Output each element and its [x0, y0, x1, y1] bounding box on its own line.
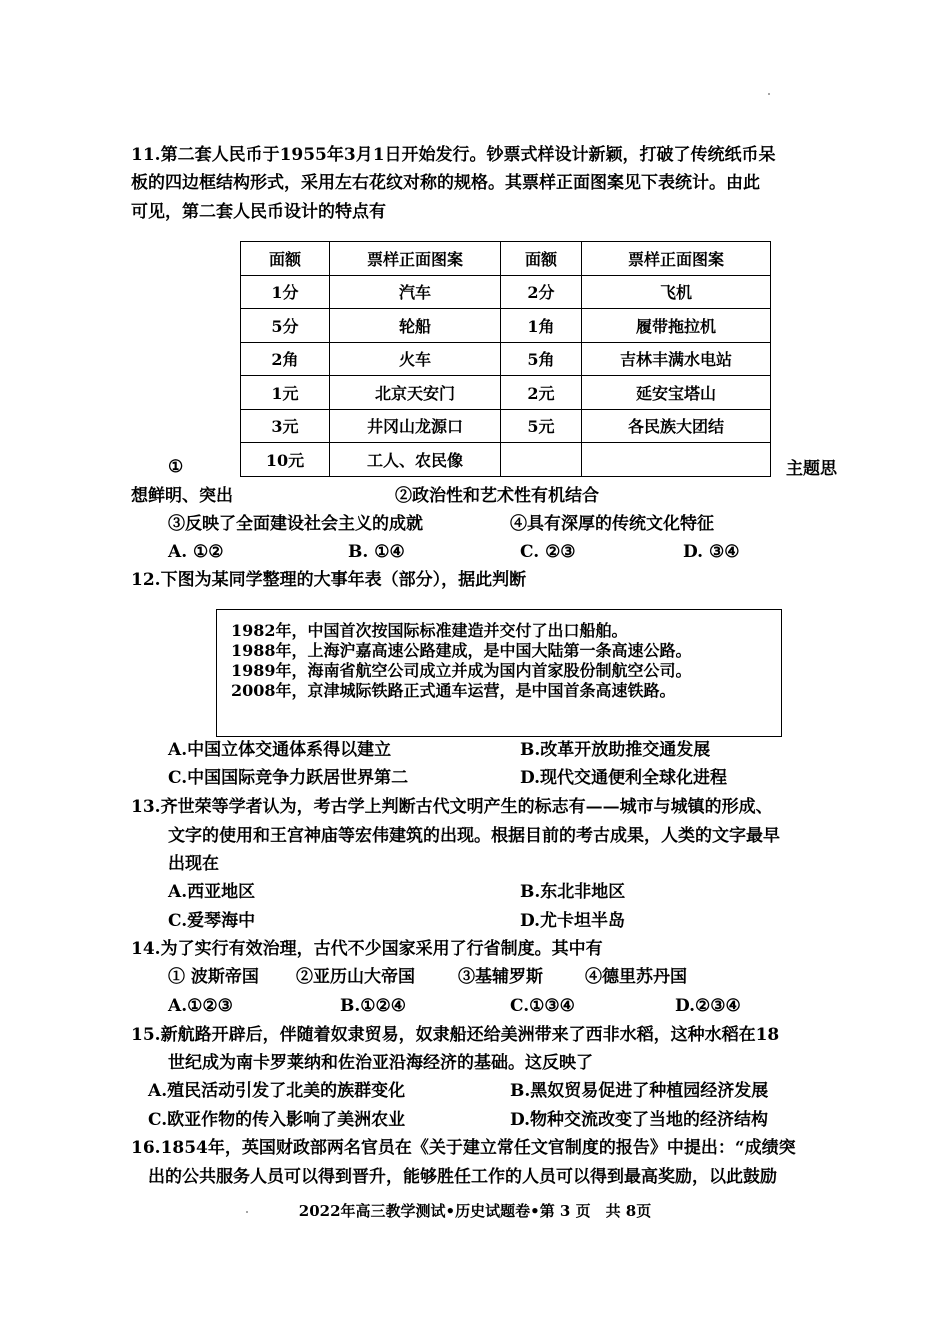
table-row: [241, 376, 771, 410]
q11-option-1-cont: 想鲜明、突出: [131, 486, 233, 506]
q12-choice-c[interactable]: C.中国国际竞争力跃居世界第二: [168, 768, 409, 788]
q14-item-1: ① 波斯帝国: [168, 967, 259, 987]
q15-choice-a[interactable]: A.殖民活动引发了北美的族群变化: [148, 1081, 406, 1101]
q13-stem-line-3: 出现在: [168, 854, 219, 874]
table-cell: 1分: [241, 275, 330, 309]
table-cell: 5角: [501, 342, 582, 376]
q13-choice-c[interactable]: C.爱琴海中: [168, 911, 256, 931]
q11-stem-line-3: 可见，第二套人民币设计的特点有: [131, 202, 386, 222]
table-cell: 2角: [241, 342, 330, 376]
table-cell: 轮船: [330, 309, 501, 343]
table-cell: 2分: [501, 275, 582, 309]
chronology-entry: 1988年，上海沪嘉高速公路建成，是中国大陆第一条高速公路。: [231, 641, 692, 660]
q11-option-1-text: 主题思: [786, 459, 837, 479]
scan-dot: [768, 93, 770, 95]
q13-stem-line-1: 13.齐世荣等学者认为，考古学上判断古代文明产生的标志有——城市与城镇的形成、: [131, 797, 773, 817]
table-header: 面额: [241, 242, 330, 276]
q12-stem: 12.下图为某同学整理的大事年表（部分），据此判断: [131, 570, 527, 590]
table-header-row: [241, 242, 771, 276]
banknote-table: [240, 241, 771, 477]
q15-choice-d[interactable]: D.物种交流改变了当地的经济结构: [510, 1110, 769, 1130]
table-cell: 5元: [501, 409, 582, 443]
table-row: [241, 443, 771, 477]
chronology-entry: 1989年，海南省航空公司成立并成为国内首家股份制航空公司。: [231, 661, 692, 680]
q14-stem: 14.为了实行有效治理，古代不少国家采用了行省制度。其中有: [131, 939, 603, 959]
table-cell: 火车: [330, 342, 501, 376]
q12-choice-a[interactable]: A.中国立体交通体系得以建立: [168, 740, 392, 760]
q11-choice-c[interactable]: C. ②③: [520, 542, 576, 562]
table-cell: 延安宝塔山: [582, 376, 771, 410]
q11-choice-d[interactable]: D. ③④: [683, 542, 740, 562]
table-header: 票样正面图案: [582, 242, 771, 276]
table-cell: 3元: [241, 409, 330, 443]
q11-choice-b[interactable]: B. ①④: [348, 542, 405, 562]
chronology-entry: 1982年，中国首次按国际标准建造并交付了出口船舶。: [231, 621, 628, 640]
q15-stem-line-1: 15.新航路开辟后，伴随着奴隶贸易，奴隶船还给美洲带来了西非水稻，这种水稻在18: [131, 1025, 780, 1045]
page-footer: 2022年高三教学测试•历史试题卷•第 3 页 共 8页: [298, 1202, 652, 1220]
q14-choice-a[interactable]: A.①②③: [168, 996, 233, 1016]
q11-stem-line-1: 11.第二套人民币于1955年3月1日开始发行。钞票式样设计新颖，打破了传统纸币呆: [131, 145, 776, 165]
table-cell: 各民族大团结: [582, 409, 771, 443]
table-cell: 汽车: [330, 275, 501, 309]
table-cell: 10元: [241, 443, 330, 477]
q11-option-1-marker: ①: [168, 457, 184, 477]
q13-stem-line-2: 文字的使用和王宫神庙等宏伟建筑的出现。根据目前的考古成果，人类的文字最早: [168, 826, 780, 846]
table-header: 面额: [501, 242, 582, 276]
q11-option-3: ③反映了全面建设社会主义的成就: [168, 514, 423, 534]
q14-choice-c[interactable]: C.①③④: [510, 996, 575, 1016]
q14-choice-b[interactable]: B.①②④: [340, 996, 407, 1016]
q14-item-4: ④德里苏丹国: [585, 967, 687, 987]
table-cell: 北京天安门: [330, 376, 501, 410]
q14-item-2: ②亚历山大帝国: [296, 967, 415, 987]
q15-stem-line-2: 世纪成为南卡罗莱纳和佐治亚沿海经济的基础。这反映了: [168, 1053, 593, 1073]
table-cell: 履带拖拉机: [582, 309, 771, 343]
table-row: [241, 409, 771, 443]
table-row: [241, 309, 771, 343]
q13-choice-b[interactable]: B.东北非地区: [520, 882, 626, 902]
q11-option-4: ④具有深厚的传统文化特征: [510, 514, 714, 534]
table-row: [241, 275, 771, 309]
q16-stem-line-2: 出的公共服务人员可以得到晋升，能够胜任工作的人员可以得到最高奖励，以此鼓励: [148, 1167, 777, 1187]
table-cell: 1元: [241, 376, 330, 410]
table-cell: 5分: [241, 309, 330, 343]
chronology-box: [216, 609, 782, 737]
table-header: 票样正面图案: [330, 242, 501, 276]
table-cell: 2元: [501, 376, 582, 410]
q13-choice-a[interactable]: A.西亚地区: [168, 882, 256, 902]
q13-choice-d[interactable]: D.尤卡坦半岛: [520, 911, 626, 931]
q14-choice-d[interactable]: D.②③④: [675, 996, 741, 1016]
table-cell: 飞机: [582, 275, 771, 309]
table-cell: 1角: [501, 309, 582, 343]
q11-choice-a[interactable]: A. ①②: [168, 542, 224, 562]
q16-stem-line-1: 16.1854年，英国财政部两名官员在《关于建立常任文官制度的报告》中提出：“成绩突: [131, 1138, 796, 1158]
q15-choice-b[interactable]: B.黑奴贸易促进了种植园经济发展: [510, 1081, 769, 1101]
table-cell: 井冈山龙源口: [330, 409, 501, 443]
q15-choice-c[interactable]: C.欧亚作物的传入影响了美洲农业: [148, 1110, 406, 1130]
q14-item-3: ③基辅罗斯: [458, 967, 543, 987]
table-cell: 工人、农民像: [330, 443, 501, 477]
q11-option-2: ②政治性和艺术性有机结合: [395, 486, 599, 506]
table-cell: [501, 443, 582, 477]
q12-choice-d[interactable]: D.现代交通便利全球化进程: [520, 768, 728, 788]
q12-choice-b[interactable]: B.改革开放助推交通发展: [520, 740, 711, 760]
table-cell: [582, 443, 771, 477]
chronology-entry: 2008年，京津城际铁路正式通车运营，是中国首条高速铁路。: [231, 681, 676, 700]
table-cell: 吉林丰满水电站: [582, 342, 771, 376]
table-row: [241, 342, 771, 376]
q11-stem-line-2: 板的四边框结构形式，采用左右花纹对称的规格。其票样正面图案见下表统计。由此: [131, 173, 760, 193]
